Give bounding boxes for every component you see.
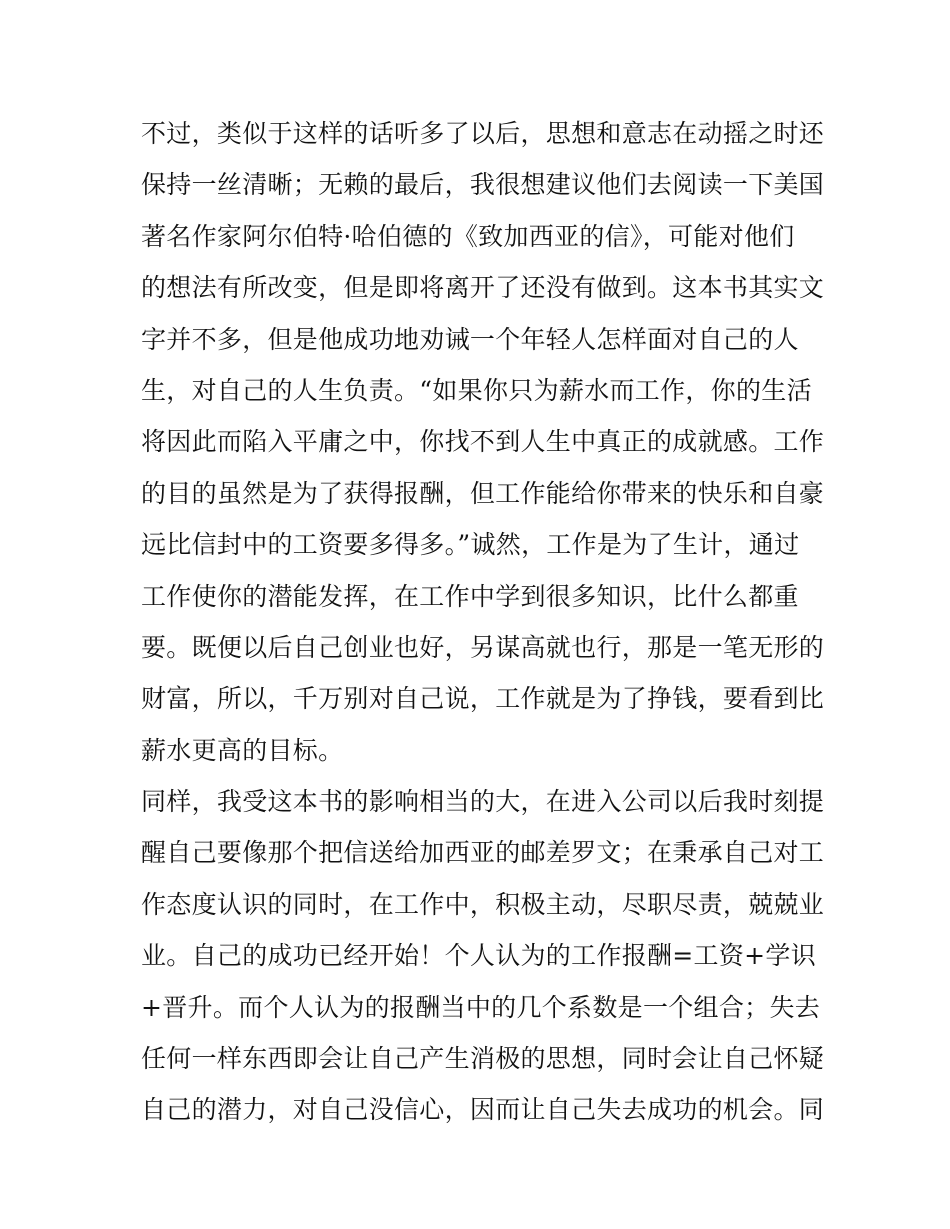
text-line: 薪水更高的目标。 [141,735,344,765]
text-line: 远比信封中的工资要多得多。”诚然，工作是为了生计，通过 [141,530,800,560]
text-line: 工作使你的潜能发挥，在工作中学到很多知识，比什么都重 [141,581,799,611]
text-line: 醒自己要像那个把信送给加西亚的邮差罗文；在秉承自己对工 [141,838,825,868]
text-line: 作态度认识的同时，在工作中，积极主动，尽职尽责，兢兢业 [141,889,825,919]
text-line: 的目的虽然是为了获得报酬，但工作能给你带来的快乐和自豪 [141,478,825,508]
text-line: 任何一样东西即会让自己产生消极的思想，同时会让自己怀疑 [141,1044,825,1074]
text-line: 将因此而陷入平庸之中，你找不到人生中真正的成就感。工作 [141,427,825,457]
body-text [141,108,825,1136]
text-line: 自己的潜力，对自己没信心，因而让自己失去成功的机会。同 [141,1095,825,1125]
text-line: +晋升。而个人认为的报酬当中的几个系数是一个组合；失去 [141,992,821,1022]
text-line: 要。既便以后自己创业也好，另谋高就也行，那是一笔无形的 [141,632,825,662]
text-line: 的想法有所改变，但是即将离开了还没有做到。这本书其实文 [141,273,825,303]
text-line: 同样，我受这本书的影响相当的大，在进入公司以后我时刻提 [141,787,825,817]
text-line: 保持一丝清晰；无赖的最后，我很想建议他们去阅读一下美国 [141,170,825,200]
text-line: 字并不多，但是他成功地劝诫一个年轻人怎样面对自己的人 [141,324,799,354]
text-line: 生，对自己的人生负责。“如果你只为薪水而工作，你的生活 [141,375,812,405]
text-line: 财富，所以，千万别对自己说，工作就是为了挣钱，要看到比 [141,684,825,714]
text-line: 不过，类似于这样的话听多了以后，思想和意志在动摇之时还 [141,119,825,148]
text-line: 业。自己的成功已经开始！个人认为的工作报酬=工资+学识 [141,941,816,971]
text-line: 著名作家阿尔伯特·哈伯德的《致加西亚的信》，可能对他们 [141,221,795,251]
